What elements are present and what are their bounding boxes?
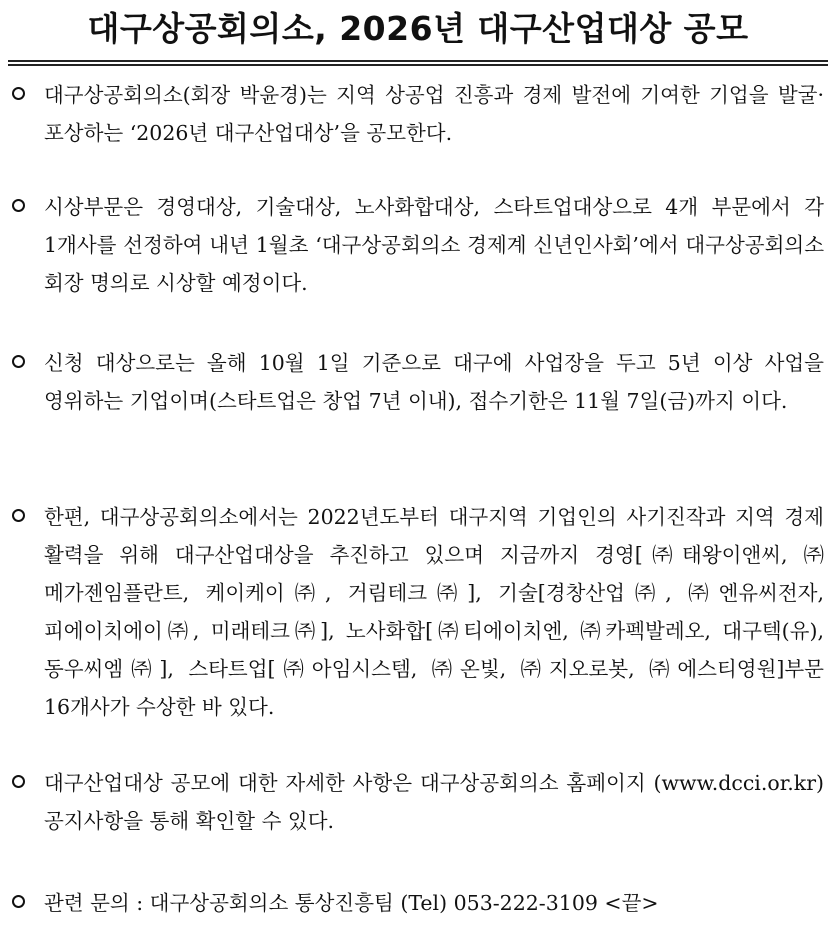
circle-bullet-icon <box>12 509 25 522</box>
document-title: 대구상공회의소, 2026년 대구산업대상 공모 <box>87 9 749 48</box>
circle-bullet-icon <box>12 775 25 788</box>
title-area <box>0 6 836 52</box>
circle-bullet-icon <box>12 87 25 100</box>
circle-bullet-icon <box>12 355 25 368</box>
bullet-text: 관련 문의 : 대구상공회의소 통상진흥팀 (Tel) 053-222-3109 <끝> <box>44 891 659 915</box>
bullet-text: 한편, 대구상공회의소에서는 2022년도부터 대구지역 기업인의 사기진작과 지역 경제 활력을 위해 대구산업대상을 추진하고 있으며 지금까지 경영[㈜태왕이앤씨, ㈜메가젠임플란트, 케이케이㈜, 거림테크㈜], 기술[경창산업㈜, ㈜엔유씨전자, 피에이치에이㈜, 미래테크㈜], 노사화합[㈜티에이치엔, ㈜카펙발레오, 대구텍(유), 동우씨엠㈜], 스타트업[㈜아임시스템, ㈜온빛, ㈜지오로봇, ㈜에스티영원]부문 16개사가 수상한 바 있다. <box>44 505 824 719</box>
bullet-text: 신청 대상으로는 올해 10월 1일 기준으로 대구에 사업장을 두고 5년 이상 사업을 영위하는 기업이며(스타트업은 창업 7년 이내), 접수기한은 11월 7일(금)까지 이다. <box>44 351 824 413</box>
title-divider-top <box>8 60 828 62</box>
circle-bullet-icon <box>12 895 25 908</box>
bullet-text: 대구산업대상 공모에 대한 자세한 사항은 대구상공회의소 홈페이지 (www.dcci.or.kr) 공지사항을 통해 확인할 수 있다. <box>44 771 824 833</box>
bullet-text: 대구상공회의소(회장 박윤경)는 지역 상공업 진흥과 경제 발전에 기여한 기업을 발굴·포상하는 ‘2026년 대구산업대상’을 공모한다. <box>44 83 824 145</box>
circle-bullet-icon <box>12 199 25 212</box>
bullet-text: 시상부문은 경영대상, 기술대상, 노사화합대상, 스타트업대상으로 4개 부문에서 각 1개사를 선정하여 내년 1월초 ‘대구상공회의소 경제계 신년인사회’에서 대구상공회의소 회장 명의로 시상할 예정이다. <box>44 195 824 295</box>
title-divider-bottom <box>8 64 828 66</box>
